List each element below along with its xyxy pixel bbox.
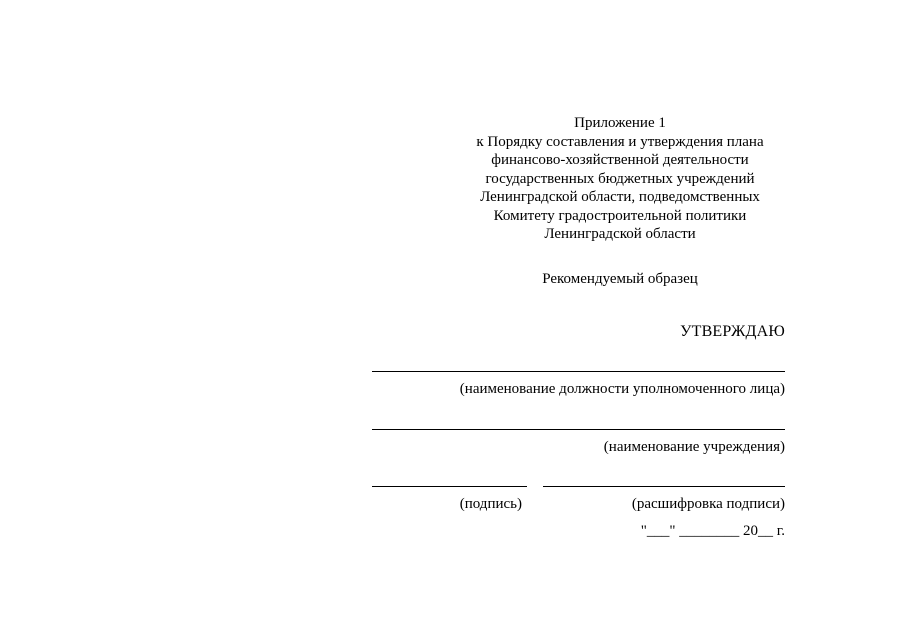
appendix-line-6: Комитету градостроительной политики [493,207,747,224]
institution-line [372,429,785,430]
signature-line [372,486,527,487]
appendix-line-3: финансово-хозяйственной деятельности [491,152,749,168]
approval-title: УТВЕРЖДАЮ [680,323,785,340]
signature-decoding-caption: (расшифровка подписи) [631,496,785,512]
appendix-line-5: Ленинградской области, подведомственных [480,189,760,205]
appendix-line-4: государственных бюджетных учреждений [485,170,755,187]
position-signature-line [372,371,785,372]
signature-decoding-line [543,486,785,487]
appendix-line-2: к Порядку составления и утверждения плана [476,133,764,150]
appendix-line-7: Ленинградской области [544,226,696,242]
appendix-title: Приложение 1 [574,115,666,131]
signature-caption: (подпись) [459,496,522,512]
appendix-header [440,114,800,244]
recommended-sample-label: Рекомендуемый образец [542,271,698,287]
institution-caption: (наименование учреждения) [603,439,785,455]
position-caption: (наименование должности уполномоченного лица) [459,381,785,397]
approval-date-line: "___" ________ 20__ г. [640,523,785,539]
